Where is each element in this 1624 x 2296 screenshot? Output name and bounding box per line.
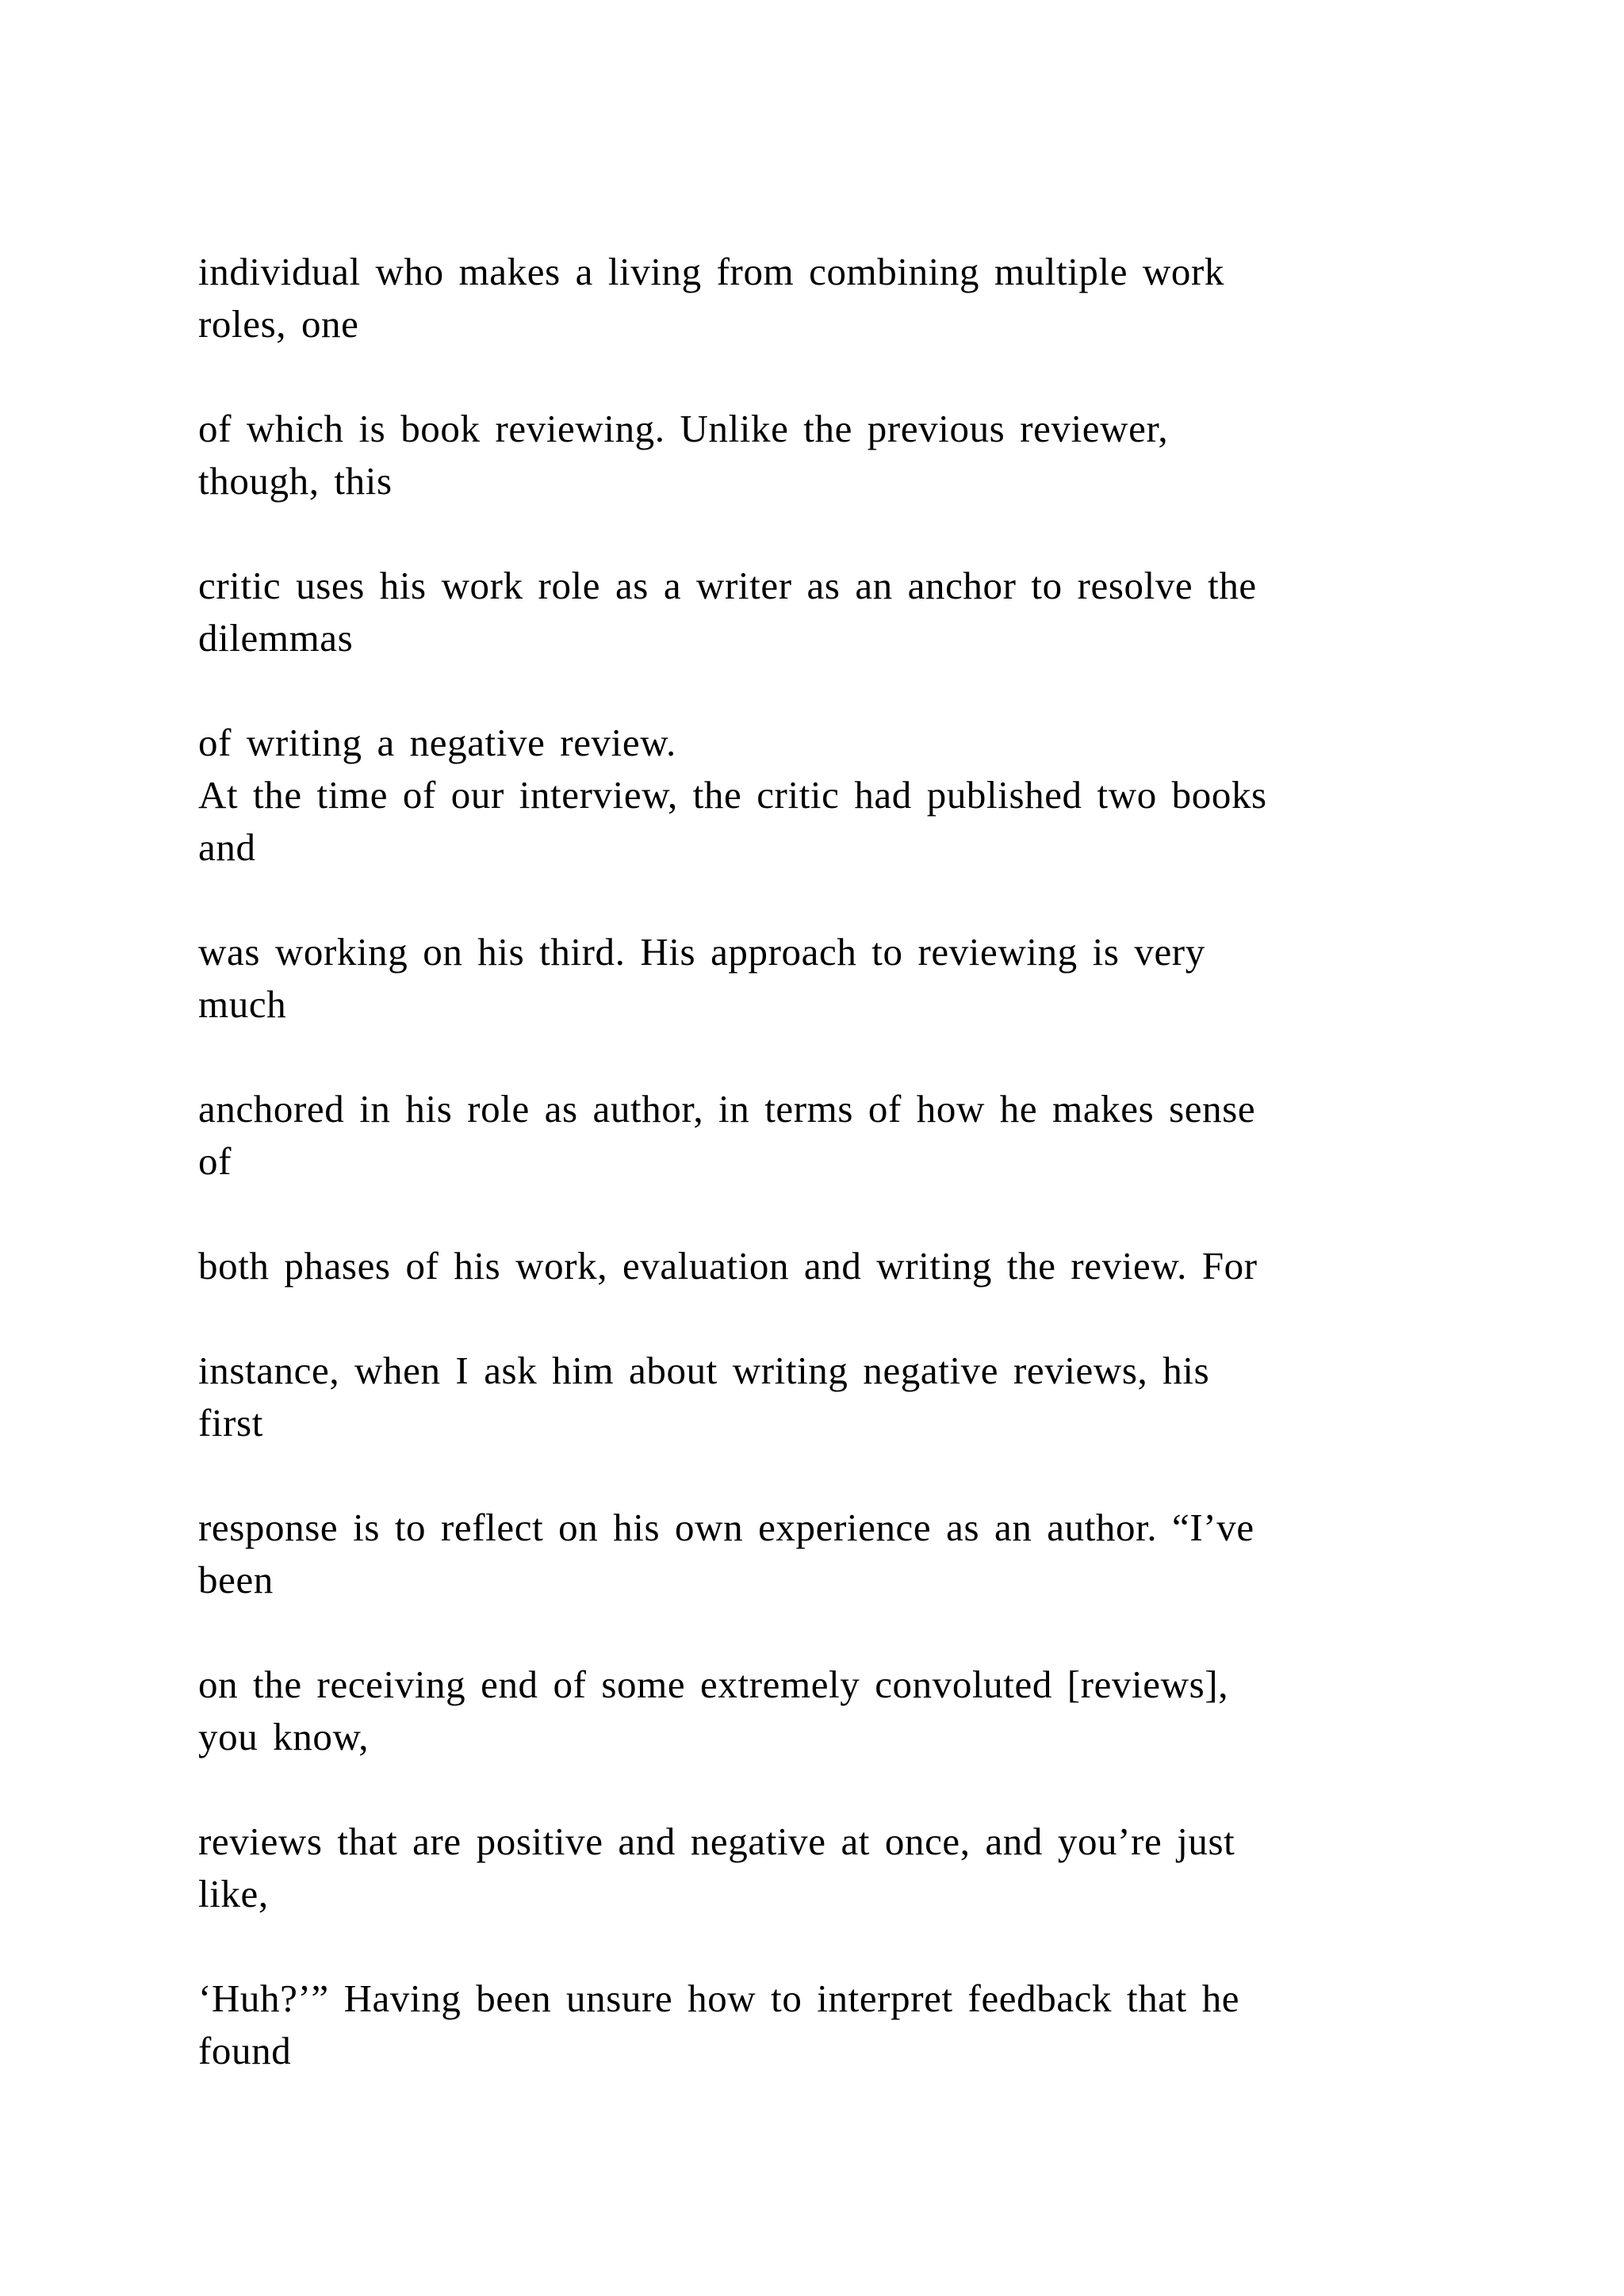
paragraph [198, 1659, 1435, 1763]
text-line: and [198, 825, 256, 869]
body-text [198, 246, 1435, 2077]
paragraph [198, 1973, 1435, 2077]
text-line: though, this [198, 459, 393, 503]
text-line: like, [198, 1872, 269, 1915]
paragraph [198, 926, 1435, 1031]
paragraph [198, 560, 1435, 664]
text-line: individual who makes a living from combining multiple work [198, 250, 1225, 293]
text-line: of which is book reviewing. Unlike the previous reviewer, [198, 407, 1169, 450]
paragraph [198, 1345, 1435, 1449]
text-line: instance, when I ask him about writing negative reviews, his [198, 1349, 1210, 1392]
text-line: ‘Huh?’” Having been unsure how to interpret feedback that he [198, 1976, 1240, 2020]
text-line: you know, [198, 1715, 370, 1758]
paragraph [198, 1816, 1435, 1920]
text-line: was working on his third. His approach to reviewing is very [198, 930, 1205, 974]
text-line: on the receiving end of some extremely convoluted [reviews], [198, 1663, 1229, 1706]
text-line: response is to reflect on his own experience as an author. “I’ve [198, 1506, 1254, 1549]
text-line: both phases of his work, evaluation and writing the review. For [198, 1244, 1258, 1288]
text-line: anchored in his role as author, in terms of how he makes sense [198, 1087, 1256, 1131]
paragraph [198, 246, 1435, 350]
text-line: first [198, 1401, 263, 1445]
text-line: of [198, 1139, 232, 1183]
text-line: of writing a negative review. [198, 721, 676, 764]
paragraph [198, 1240, 1435, 1292]
text-line: critic uses his work role as a writer as an anchor to resolve the [198, 564, 1257, 607]
paragraph [198, 769, 1435, 874]
paragraph [198, 403, 1435, 507]
text-line: dilemmas [198, 616, 354, 660]
paragraph [198, 1502, 1435, 1606]
paragraph [198, 717, 1435, 769]
text-line: been [198, 1558, 274, 1601]
text-line: At the time of our interview, the critic had published two books [198, 773, 1267, 817]
text-line: reviews that are positive and negative at once, and you’re just [198, 1820, 1235, 1863]
paragraph [198, 1083, 1435, 1188]
text-line: found [198, 2029, 292, 2072]
text-line: roles, one [198, 302, 359, 346]
text-line: much [198, 982, 287, 1026]
